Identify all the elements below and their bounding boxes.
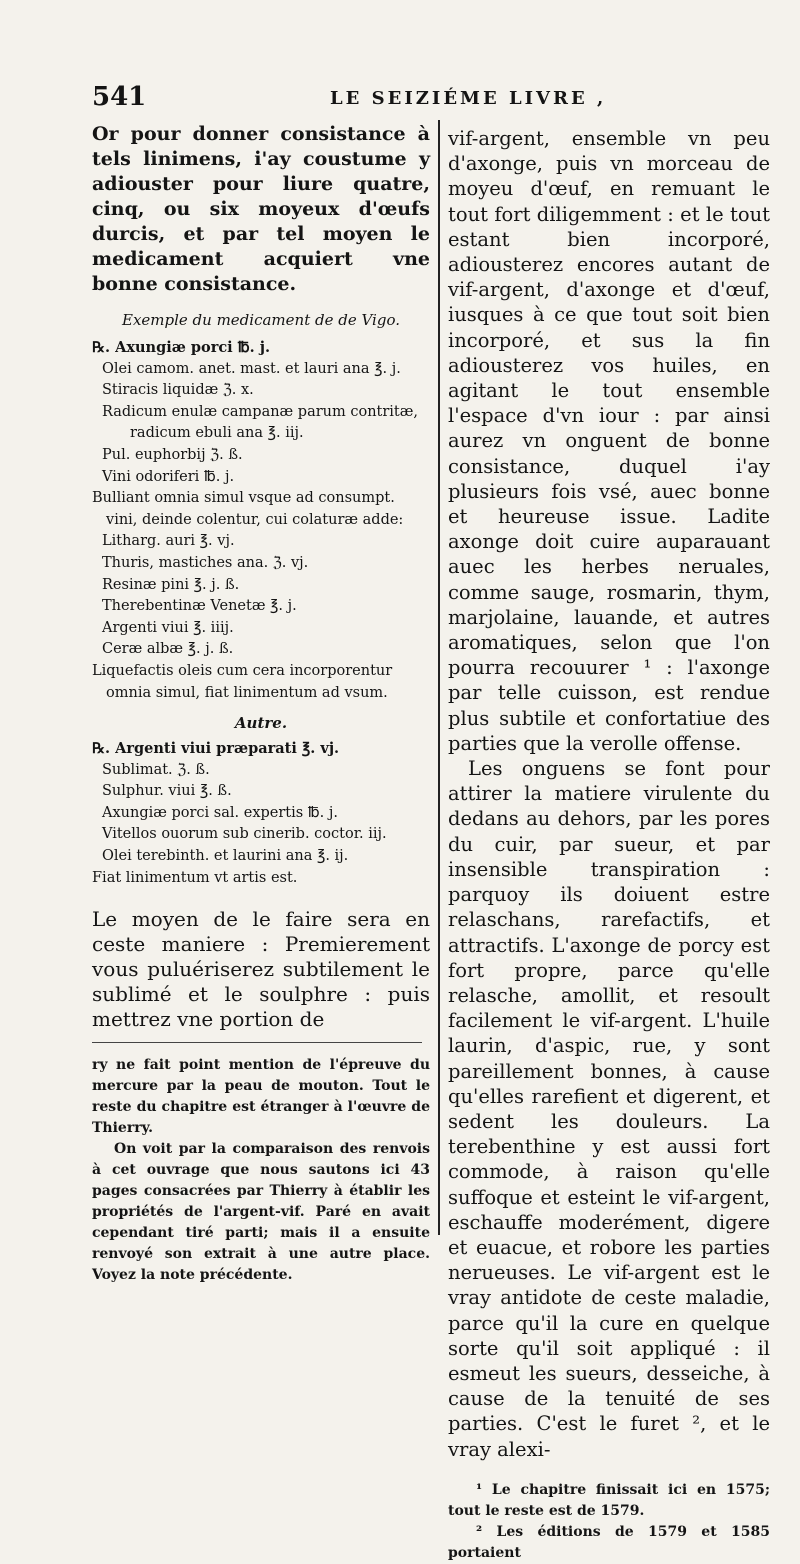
- recipe-line: Resinæ pini ℥. j. ß.: [102, 576, 240, 593]
- method-paragraph: Le moyen de le faire sera en ceste maniere : Premierement vous puluériserez subtilement le sublimé et le soulphre : puis mettrez vne portion de: [92, 907, 430, 1032]
- page-header: [92, 82, 782, 118]
- recipe-line: Therebentinæ Venetæ ℥. j.: [102, 598, 297, 615]
- recipe-line: Argenti viui ℥. iiij.: [102, 619, 234, 636]
- footnote: ¹ Le chapitre finissait ici en 1575; tout le reste est de 1579.: [448, 1481, 770, 1519]
- footnote-continued: ry ne fait point mention de l'épreuve du mercure par la peau de mouton. Tout le reste du chapitre est étranger à l'œuvre de Thierry.: [92, 1057, 430, 1137]
- recipe-caption-vigo: Exemple du medicament de de Vigo.: [122, 311, 400, 329]
- left-column: [92, 122, 430, 1284]
- recipe-line: Sublimat. ℨ. ß.: [102, 761, 210, 778]
- recipe-instruction: Bulliant omnia simul vsque ad consumpt. vini, deinde colentur, cui colaturæ adde:: [92, 490, 404, 528]
- running-title: LE SEIZIÉME LIVRE ,: [330, 88, 607, 109]
- body-paragraph: vif-argent, ensemble vn peu d'axonge, puis vn morceau de moyeu d'œuf, en remuant le tout fort diligemment : et le tout estant bien incorporé, adiousterez encores autant de vif-argent, d'axonge et d'œuf, iusques à ce que tout soit bien incorporé, et sus la fin adiousterez vos huiles, en agitant le tout ensemble l'espace d'vn iour : par ainsi aurez vn onguent de bonne consistance, duquel i'ay plusieurs fois vsé, auec bonne et heureuse issue. Ladite axonge doit cuire auparauant auec les herbes neruales, comme sauge, rosmarin, thym, marjolaine, lauande, et autres aromatiques, selon que l'on pourra recouurer ¹ : l'axonge par telle cuisson, est rendue plus subtile et confortatiue des parties que la verolle offense.: [448, 127, 770, 755]
- recipe-line: Olei terebinth. et laurini ana ℥. ij.: [102, 848, 349, 865]
- recipe-line: ℞. Axungiæ porci ℔. j.: [92, 339, 270, 356]
- footnote: On voit par la comparaison des renvois à cet ouvrage que nous sautons ici 43 pages consacrées par Thierry à établir les propriétés de l'argent-vif. Paré en avait cependant tiré parti; mais il a ensuite renvoyé son extrait à une autre place. Voyez la note précédente.: [92, 1141, 430, 1284]
- intro-paragraph: Or pour donner consistance à tels linimens, i'ay coustume y adiouster pour liure quatre, cinq, ou six moyeux d'œufs durcis, et par tel moyen le medicament acquiert vne bonne consistance.: [92, 123, 430, 295]
- recipe-autre: [92, 738, 430, 889]
- recipe-line: Thuris, mastiches ana. ℨ. vj.: [102, 554, 309, 571]
- recipe-line: Ceræ albæ ℥. j. ß.: [102, 641, 234, 658]
- recipe-line: Stiracis liquidæ ℨ. x.: [102, 382, 254, 399]
- page-number: 541: [92, 82, 147, 112]
- recipe-line: Vitellos ouorum sub cinerib. coctor. iij.: [102, 826, 387, 843]
- body-paragraph: Les onguens se font pour attirer la matiere virulente du dedans au dehors, par les pores du cuir, par sueur, et par insensible transpiration : parquoy ils doiuent estre relaschans, rarefactifs, et attractifs. L'axonge de porcy est fort propre, parce qu'elle relasche, amollit, et resoult facilement le vif-argent. L'huile laurin, d'aspic, rue, y sont pareillement bonnes, à cause qu'elles rarefient et digerent, et sedent les douleurs. La terebenthine y est aussi fort commode, à raison qu'elle suffoque et esteint le vif-argent, eschauffe moderément, digere et euacue, et robore les parties nerueuses. Le vif-argent est le vray antidote de ceste maladie, parce qu'il la cure en quelque sorte qu'il soit appliqué : il esmeut les sueurs, desseiche, à cause de la tenuité de ses parties. C'est le furet ², et le vray alexi-: [448, 757, 770, 1461]
- recipe-instruction: Fiat linimentum vt artis est.: [92, 869, 298, 886]
- recipe-caption-autre: Autre.: [234, 714, 288, 733]
- recipe-line: ℞. Argenti viui præparati ℥. vj.: [92, 740, 340, 758]
- footnote: ² Les éditions de 1579 et 1585 portaient: [448, 1523, 770, 1561]
- recipe-line: Axungiæ porci sal. expertis ℔. j.: [102, 804, 338, 821]
- recipe-line: Litharg. auri ℥. vj.: [102, 533, 235, 550]
- footnote-rule: [92, 1042, 422, 1043]
- recipe-line: Sulphur. viui ℥. ß.: [102, 783, 232, 800]
- right-column: [448, 126, 770, 1561]
- recipe-instruction: Liquefactis oleis cum cera incorporentur omnia simul, fiat linimentum ad vsum.: [92, 662, 393, 701]
- recipe-line: Radicum enulæ campanæ parum contritæ, radicum ebuli ana ℥. iij.: [102, 403, 418, 442]
- recipe-vigo: [92, 337, 430, 704]
- recipe-line: Olei camom. anet. mast. et lauri ana ℥. j.: [102, 360, 401, 377]
- recipe-line: Pul. euphorbij ℨ. ß.: [102, 446, 243, 463]
- recipe-line: Vini odoriferi ℔. j.: [102, 468, 235, 485]
- column-divider: [438, 120, 440, 1235]
